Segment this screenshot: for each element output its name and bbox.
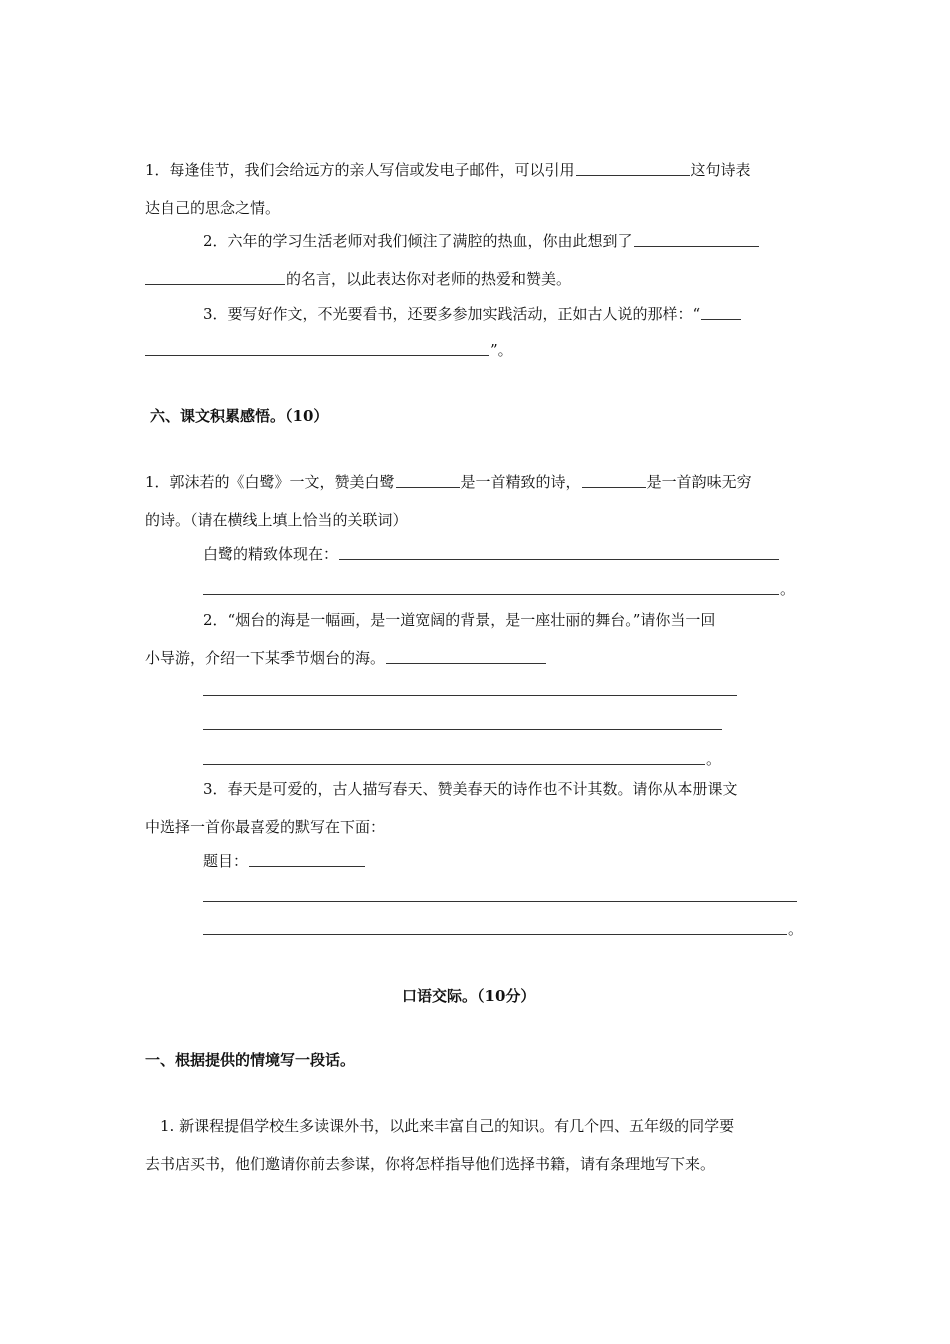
question-text: 。 [788, 920, 804, 938]
question-line [0, 267, 950, 291]
answer-line[interactable] [203, 729, 722, 730]
question-line [0, 542, 950, 566]
section-heading: 六、课文积累感悟。（10） [150, 407, 329, 425]
question-text: 。 [706, 750, 722, 768]
question-line [0, 196, 950, 220]
answer-blank[interactable] [582, 470, 646, 488]
question-text: 1．郭沫若的《白鹭》一文，赞美白鹭 [145, 473, 395, 491]
question-text: 达自己的思念之情。 [145, 199, 281, 217]
section-heading: 口语交际。（10分） [402, 987, 536, 1005]
answer-line[interactable] [203, 901, 797, 902]
question-line [0, 470, 950, 494]
question-line [0, 747, 950, 771]
answer-blank[interactable] [145, 267, 285, 285]
question-text: 的诗。（请在横线上填上恰当的关联词） [145, 511, 408, 529]
answer-blank[interactable] [701, 302, 741, 320]
question-line [0, 229, 950, 253]
question-text: 的名言，以此表达你对老师的热爱和赞美。 [286, 270, 572, 288]
question-line [0, 646, 950, 670]
answer-blank[interactable] [576, 158, 690, 176]
answer-blank[interactable] [386, 646, 546, 664]
question-text: 是一首精致的诗， [460, 473, 581, 491]
question-line [0, 1152, 950, 1176]
question-line [0, 158, 950, 182]
question-text: 白鹭的精致体现在： [203, 545, 339, 563]
question-line [0, 849, 950, 873]
question-text: 3．要写好作文，不光要看书，还要多参加实践活动，正如古人说的那样：“ [203, 305, 701, 323]
question-text: 2．“烟台的海是一幅画，是一道宽阔的背景，是一座壮丽的舞台。”请你当一回 [203, 611, 716, 629]
answer-line[interactable] [203, 695, 737, 696]
answer-blank[interactable] [203, 577, 779, 595]
question-text: 。 [780, 580, 796, 598]
answer-blank[interactable] [396, 470, 460, 488]
question-text: 小导游，介绍一下某季节烟台的海。 [145, 649, 386, 667]
question-text: 中选择一首你最喜爱的默写在下面： [145, 818, 386, 836]
answer-blank[interactable] [145, 338, 489, 356]
question-line [0, 508, 950, 532]
question-text: 这句诗表 [690, 161, 751, 179]
question-line [0, 1114, 950, 1138]
question-line [0, 608, 950, 632]
question-text: 是一首韵味无穷 [646, 473, 752, 491]
question-text: 去书店买书，他们邀请你前去参谋，你将怎样指导他们选择书籍，请有条理地写下来。 [145, 1155, 716, 1173]
question-line [0, 302, 950, 326]
question-text: ”。 [490, 341, 513, 359]
question-text: 题目： [203, 852, 249, 870]
question-text: 2．六年的学习生活老师对我们倾注了满腔的热血，你由此想到了 [203, 232, 633, 250]
section-subheading: 一、根据提供的情境写一段话。 [145, 1051, 356, 1069]
question-text: 3．春天是可爱的，古人描写春天、赞美春天的诗作也不计其数。请你从本册课文 [203, 780, 738, 798]
question-text: 1．每逢佳节，我们会给远方的亲人写信或发电子邮件，可以引用 [145, 161, 575, 179]
question-line [0, 338, 950, 362]
question-line [0, 577, 950, 601]
answer-blank[interactable] [203, 747, 705, 765]
answer-blank[interactable] [634, 229, 759, 247]
question-line [0, 777, 950, 801]
answer-blank[interactable] [339, 542, 779, 560]
question-line [0, 815, 950, 839]
answer-blank[interactable] [203, 917, 787, 935]
question-line [0, 917, 950, 941]
answer-blank[interactable] [249, 849, 365, 867]
question-text: 1. 新课程提倡学校生多读课外书，以此来丰富自己的知识。有几个四、五年级的同学要 [160, 1117, 735, 1135]
